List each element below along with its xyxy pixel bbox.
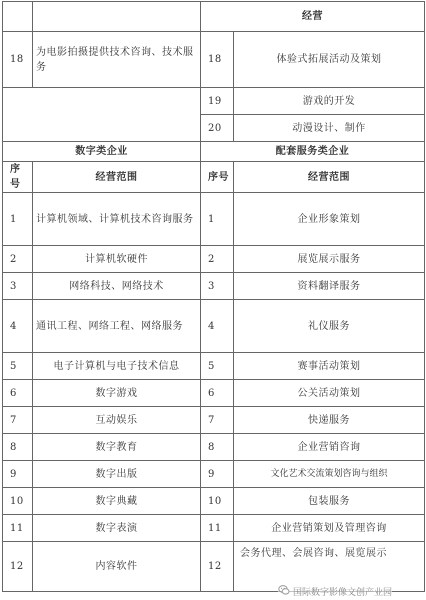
table-row (3, 488, 425, 515)
column-header-scope: 经营范围 (33, 162, 201, 193)
top-right-row-text: 动漫设计、制作 (234, 115, 425, 142)
row-no: 8 (201, 434, 234, 461)
row-no: 10 (3, 488, 33, 515)
table-row (3, 380, 425, 407)
top-right-row-no: 18 (201, 32, 234, 88)
row-no: 11 (201, 515, 234, 542)
row-text: 内容软件 (33, 542, 201, 592)
top-left-merged-empty (3, 88, 201, 142)
row-no: 3 (3, 273, 33, 300)
table-row (3, 515, 425, 542)
row-text: 公关活动策划 (234, 380, 425, 407)
table-row (3, 273, 425, 300)
row-text: 数字游戏 (33, 380, 201, 407)
row-text: 赛事活动策划 (234, 353, 425, 380)
row-text: 数字教育 (33, 434, 201, 461)
row-no: 7 (201, 407, 234, 434)
row-no: 5 (201, 353, 234, 380)
top-right-row-text: 体验式拓展活动及策划 (234, 32, 425, 88)
watermark (278, 584, 392, 599)
row-no: 8 (3, 434, 33, 461)
row-no: 11 (3, 515, 33, 542)
row-no: 2 (201, 246, 234, 273)
row-no: 12 (3, 542, 33, 592)
column-header-no: 序号 (3, 162, 33, 193)
table-row (3, 461, 425, 488)
row-no: 12 (201, 542, 234, 592)
row-text: 包装服务 (234, 488, 425, 515)
row-no: 1 (3, 193, 33, 246)
row-no: 6 (201, 380, 234, 407)
top-right-row-text: 游戏的开发 (234, 88, 425, 115)
row-text: 网络科技、网络技术 (33, 273, 201, 300)
column-header-no: 序号 (201, 162, 234, 193)
row-text: 互动娱乐 (33, 407, 201, 434)
table-row (3, 434, 425, 461)
table-row (3, 246, 425, 273)
row-text: 企业营销咨询 (234, 434, 425, 461)
row-no: 5 (3, 353, 33, 380)
top-left-row-text: 为电影拍摄提供技术咨询、技术服务 (33, 32, 201, 88)
row-text: 通讯工程、网络工程、网络服务 (33, 300, 201, 353)
top-right-row-no: 19 (201, 88, 234, 115)
table-row (3, 353, 425, 380)
row-text: 计算机软硬件 (33, 246, 201, 273)
section-title-digital: 数字类企业 (3, 142, 201, 162)
wechat-icon (278, 584, 290, 599)
row-no: 4 (3, 300, 33, 353)
section-title-support: 配套服务类企业 (201, 142, 425, 162)
row-text: 数字典藏 (33, 488, 201, 515)
row-no: 4 (201, 300, 234, 353)
row-text: 展览展示服务 (234, 246, 425, 273)
row-text: 快递服务 (234, 407, 425, 434)
top-left-empty-cell-2 (33, 2, 201, 32)
table-row (3, 193, 425, 246)
row-no: 10 (201, 488, 234, 515)
table-row (3, 407, 425, 434)
row-text: 会务代理、会展咨询、展览展示 (234, 542, 425, 592)
row-text: 数字出版 (33, 461, 201, 488)
watermark-text: 国际数字影像文创产业园 (293, 588, 393, 598)
row-no: 2 (3, 246, 33, 273)
top-left-empty-cell (3, 2, 33, 32)
row-no: 6 (3, 380, 33, 407)
row-text: 数字表演 (33, 515, 201, 542)
row-no: 3 (201, 273, 234, 300)
row-text: 企业营销策划及管理咨询 (234, 515, 425, 542)
column-header-scope: 经营范围 (234, 162, 425, 193)
row-no: 1 (201, 193, 234, 246)
top-left-row-no: 18 (3, 32, 33, 88)
row-text: 计算机领域、计算机技术咨询服务 (33, 193, 201, 246)
row-text: 企业形象策划 (234, 193, 425, 246)
row-text: 电子计算机与电子技术信息 (33, 353, 201, 380)
row-no: 9 (3, 461, 33, 488)
row-text: 礼仪服务 (234, 300, 425, 353)
table-row (3, 300, 425, 353)
row-text: 资料翻译服务 (234, 273, 425, 300)
row-text: 文化艺术交流策划咨询与组织 (234, 461, 425, 488)
top-right-header: 经营 (201, 2, 425, 32)
business-scope-table (2, 1, 425, 592)
top-right-row-no: 20 (201, 115, 234, 142)
row-no: 7 (3, 407, 33, 434)
row-no: 9 (201, 461, 234, 488)
